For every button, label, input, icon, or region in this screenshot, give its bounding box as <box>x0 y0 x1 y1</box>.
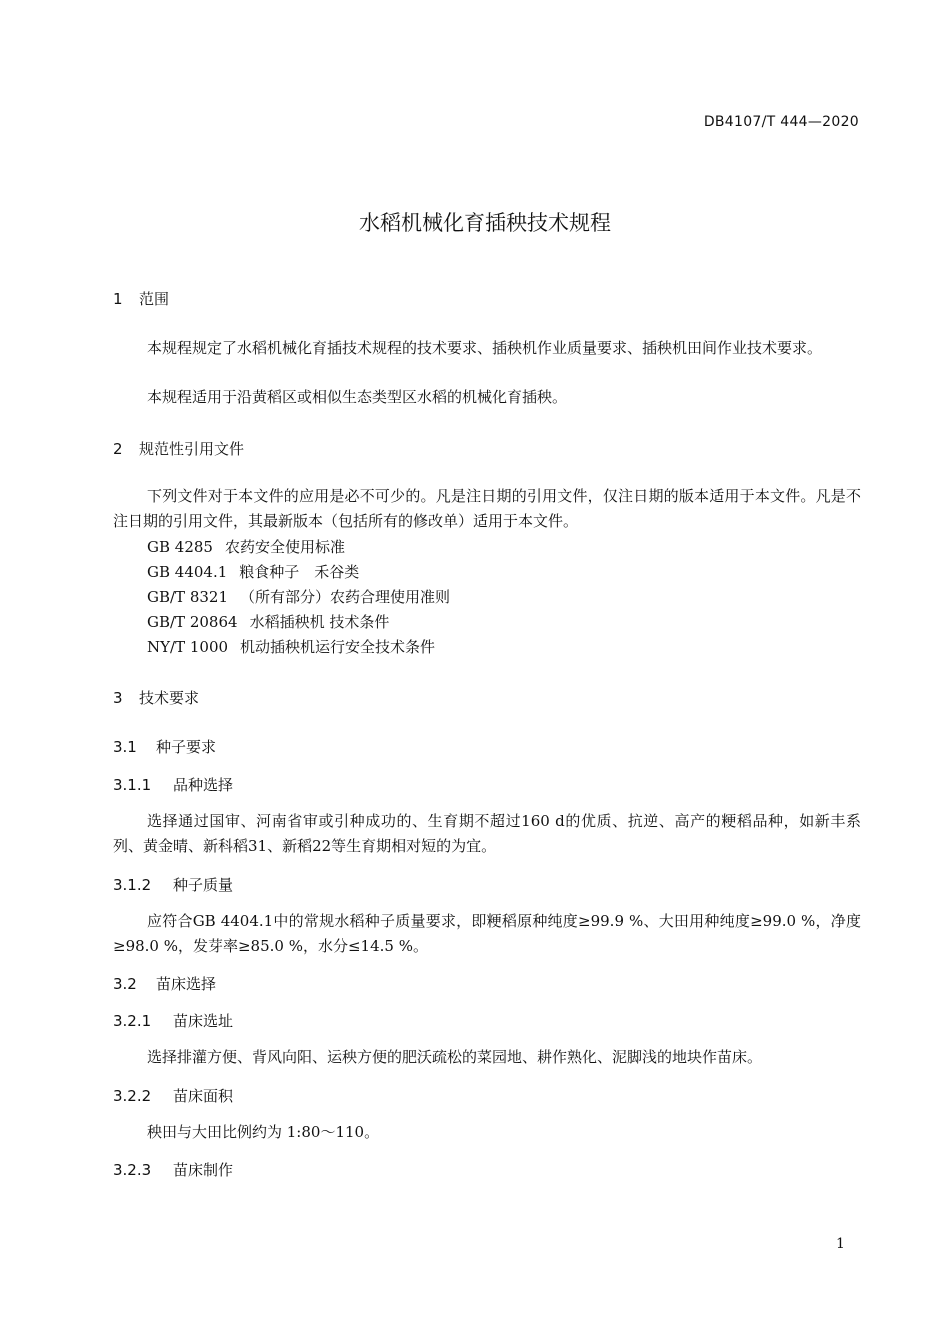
section-number: 3.2.3 <box>113 1161 152 1179</box>
reference-code: GB 4285 <box>147 538 213 556</box>
section-number: 3 <box>113 689 123 707</box>
paragraph-seedbed-area: 秧田与大田比例约为 1:80～110。 <box>147 1123 380 1141</box>
reference-item <box>147 561 359 582</box>
reference-code: GB/T 20864 <box>147 613 238 631</box>
section-title: 苗床制作 <box>173 1161 234 1179</box>
reference-item <box>147 636 435 657</box>
reference-title: 水稻插秧机 技术条件 <box>249 613 390 631</box>
section-title: 品种选择 <box>173 776 234 794</box>
section-title: 规范性引用文件 <box>139 440 245 458</box>
section-title: 种子要求 <box>156 738 217 756</box>
reference-title: （所有部分）农药合理使用准则 <box>240 588 451 606</box>
section-number: 3.1 <box>113 738 137 756</box>
section-3-2-heading <box>113 973 216 994</box>
paragraph-variety-selection: 选择通过国审、河南省审或引种成功的、生育期不超过160 d的优质、抗逆、高产的粳稻品种，如新丰系列、黄金晴、新科稻31、新稻22等生育期相对短的为宜。 <box>113 812 861 855</box>
reference-code: GB 4404.1 <box>147 563 228 581</box>
section-3-2-1-heading <box>113 1010 233 1031</box>
doc-code: DB4107/T 444—2020 <box>703 114 859 130</box>
section-title: 苗床选址 <box>173 1012 234 1030</box>
paragraph-scope-2: 本规程适用于沿黄稻区或相似生态类型区水稻的机械化育插秧。 <box>147 388 568 406</box>
reference-item <box>147 611 389 632</box>
section-number: 1 <box>113 290 123 308</box>
section-3-1-1-heading <box>113 774 233 795</box>
section-number: 3.2.1 <box>113 1012 152 1030</box>
reference-title: 机动插秧机运行安全技术条件 <box>240 638 436 656</box>
section-3-2-3-heading <box>113 1159 233 1180</box>
reference-item <box>147 536 345 557</box>
reference-title: 粮食种子 禾谷类 <box>239 563 360 581</box>
section-title: 种子质量 <box>173 876 234 894</box>
section-3-1-heading <box>113 736 216 757</box>
section-3-heading <box>113 687 199 708</box>
page-number: 1 <box>836 1236 845 1252</box>
section-title: 范围 <box>139 290 170 308</box>
section-number: 3.2.2 <box>113 1087 152 1105</box>
document-title: 水稻机械化育插秧技术规程 <box>359 211 611 235</box>
section-number: 3.2 <box>113 975 137 993</box>
paragraph-seed-quality: 应符合GB 4404.1中的常规水稻种子质量要求，即粳稻原种纯度≥99.9 %、大田用种纯度≥99.0 %，净度≥98.0 %，发芽率≥85.0 %，水分≤14.5 %。 <box>113 912 861 955</box>
reference-code: NY/T 1000 <box>147 638 229 656</box>
section-1-heading <box>113 288 169 309</box>
paragraph-scope-1: 本规程规定了水稻机械化育插技术规程的技术要求、插秧机作业质量要求、插秧机田间作业技术要求。 <box>147 339 823 357</box>
section-3-2-2-heading <box>113 1085 233 1106</box>
reference-item <box>147 586 450 607</box>
section-3-1-2-heading <box>113 874 233 895</box>
section-number: 3.1.2 <box>113 876 152 894</box>
section-number: 2 <box>113 440 123 458</box>
section-title: 苗床选择 <box>156 975 217 993</box>
reference-code: GB/T 8321 <box>147 588 229 606</box>
section-title: 苗床面积 <box>173 1087 234 1105</box>
reference-title: 农药安全使用标准 <box>224 538 345 556</box>
paragraph-normative-refs: 下列文件对于本文件的应用是必不可少的。凡是注日期的引用文件，仅注日期的版本适用于本文件。凡是不注日期的引用文件，其最新版本（包括所有的修改单）适用于本文件。 <box>113 487 861 530</box>
paragraph-seedbed-site: 选择排灌方便、背风向阳、运秧方便的肥沃疏松的菜园地、耕作熟化、泥脚浅的地块作苗床。 <box>147 1048 763 1066</box>
section-2-heading <box>113 438 244 459</box>
section-number: 3.1.1 <box>113 776 152 794</box>
section-title: 技术要求 <box>139 689 200 707</box>
